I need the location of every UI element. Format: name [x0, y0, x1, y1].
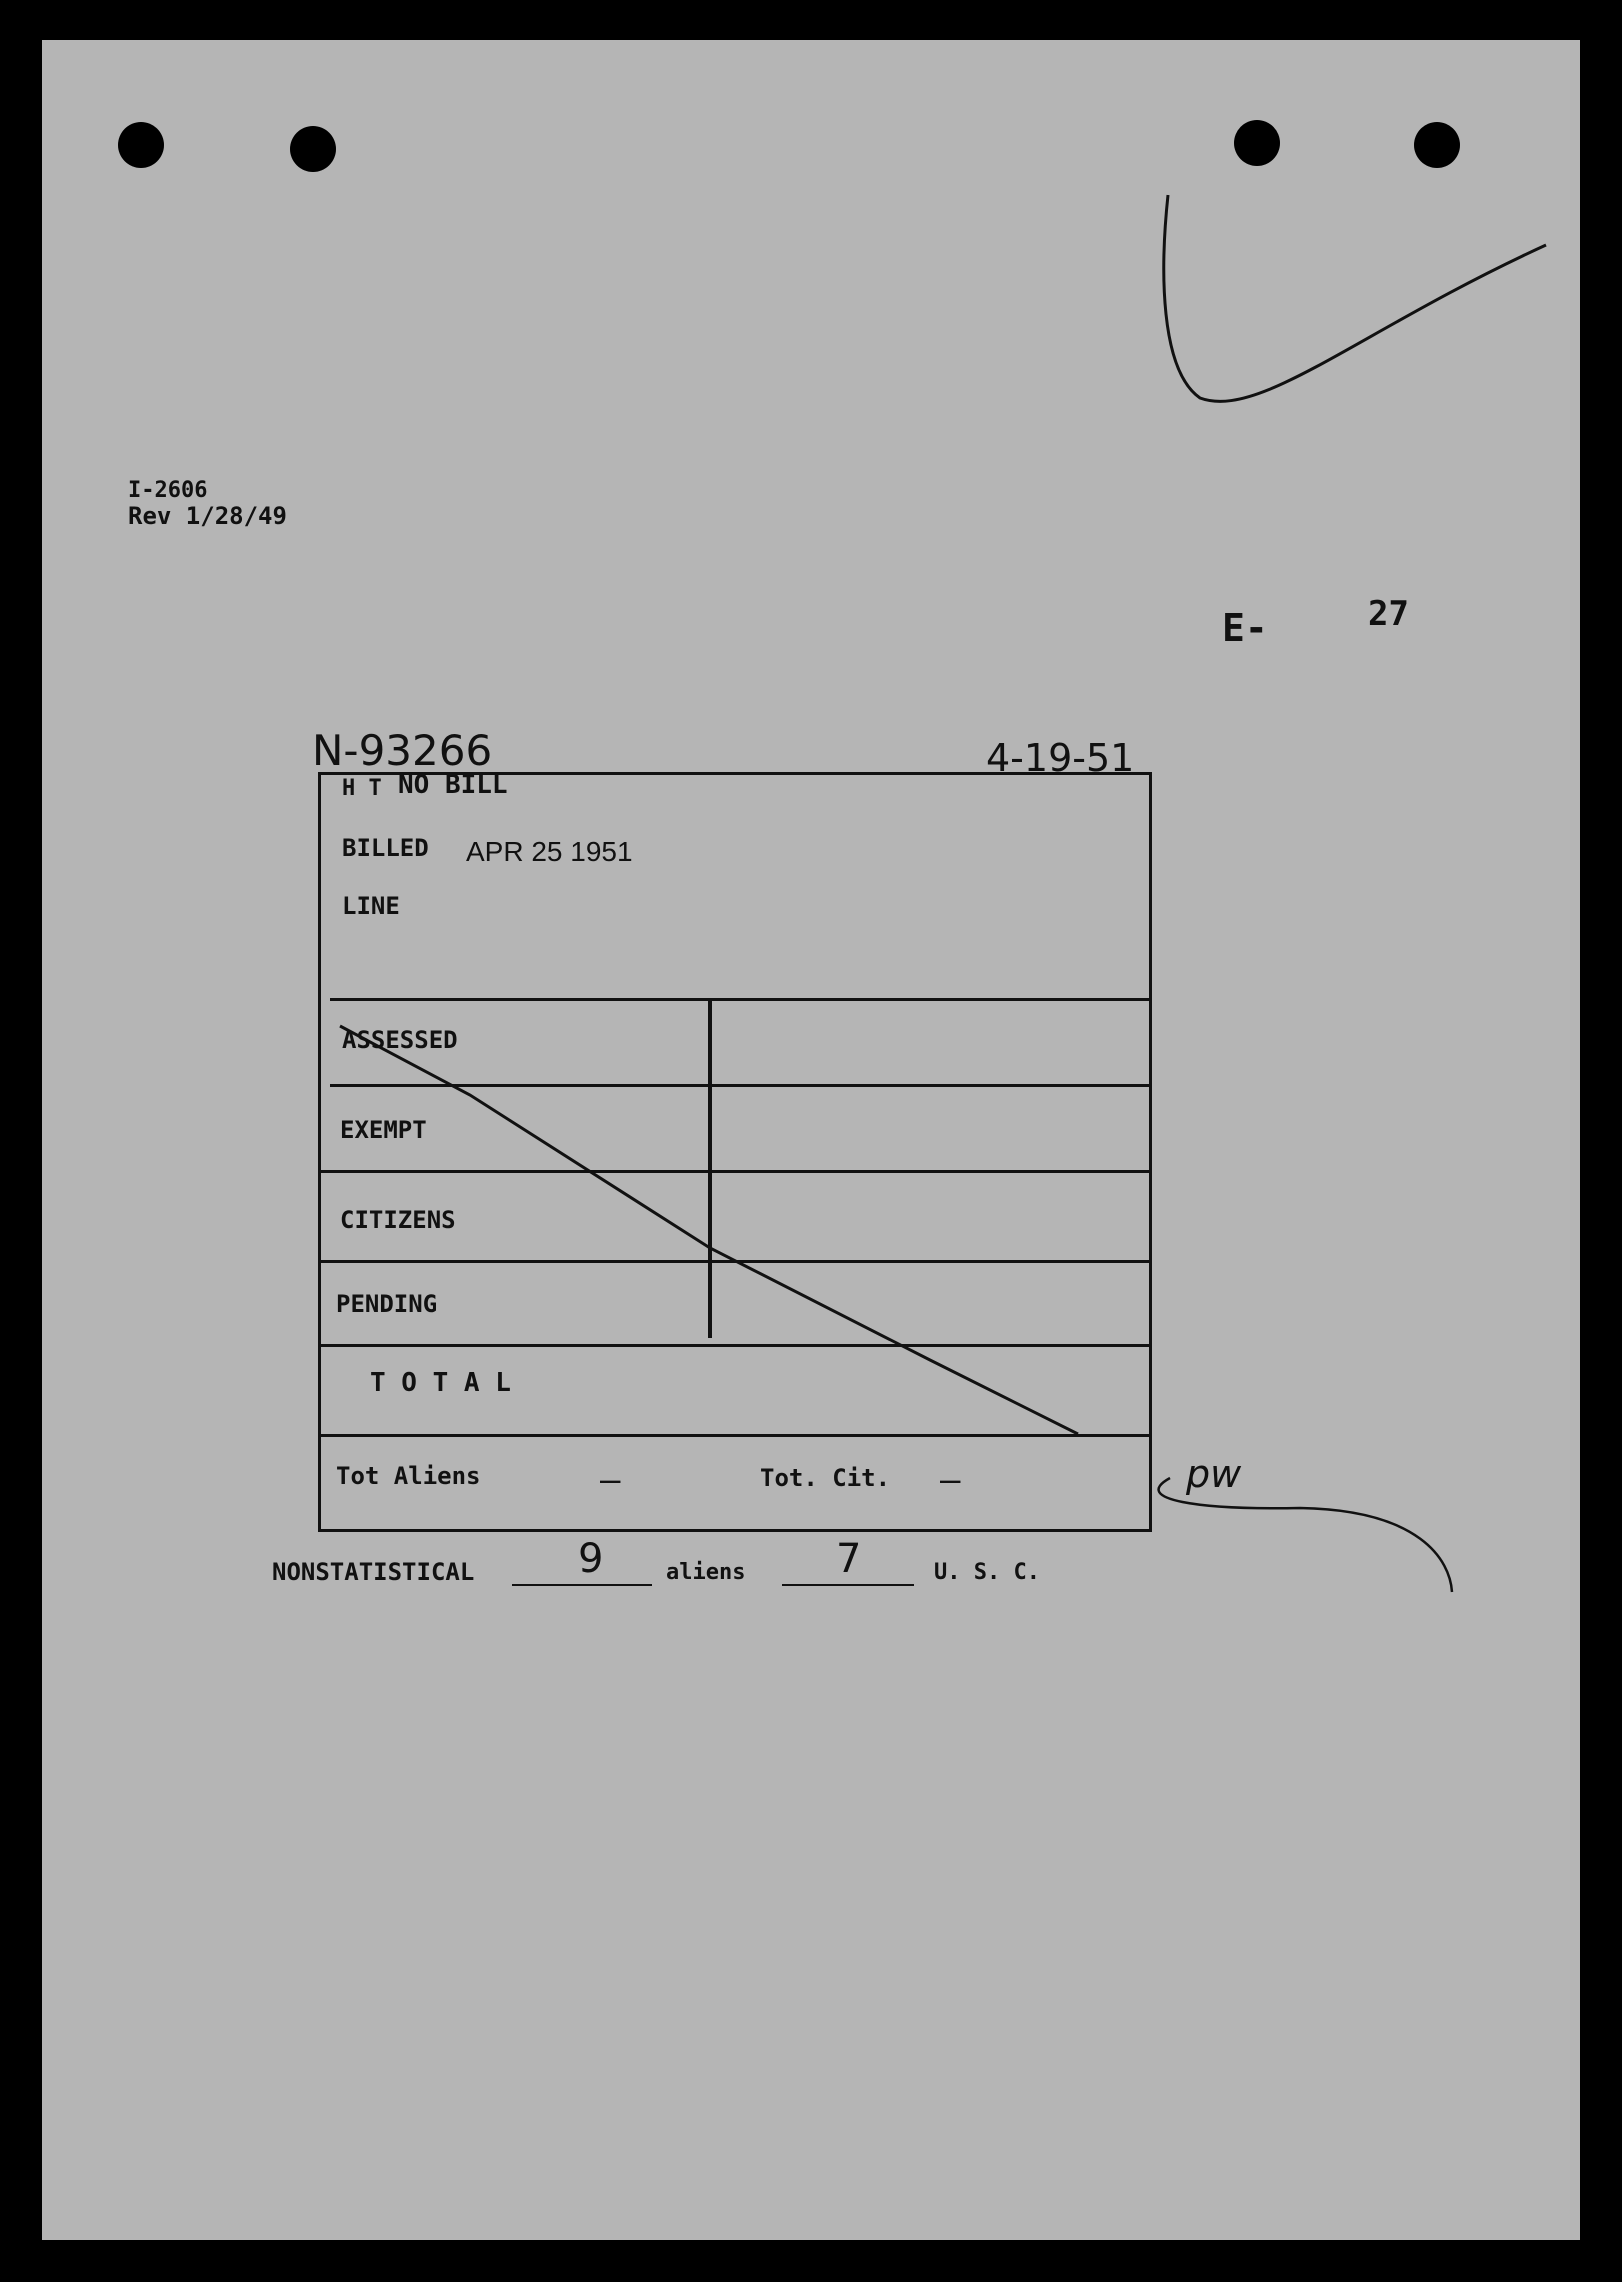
form-number: I-2606 [128, 478, 208, 503]
nonstatistical-label: NONSTATISTICAL [272, 1558, 475, 1586]
statistics-table [318, 772, 1152, 1532]
page-number-annotation: 27 [1368, 594, 1409, 634]
usc-label: U. S. C. [934, 1560, 1040, 1585]
row-label-assessed: ASSESSED [342, 1026, 458, 1054]
table-rule [330, 998, 1152, 1001]
column-divider [708, 998, 712, 1338]
no-bill-stamp: NO BILL [398, 770, 508, 800]
usc-count: 7 [836, 1536, 862, 1582]
punch-hole-left-1 [118, 122, 164, 168]
punch-hole-right-1 [1234, 120, 1280, 166]
tot-aliens-value: — [600, 1460, 621, 1500]
row-label-citizens: CITIZENS [340, 1206, 456, 1234]
initials-annotation: pw [1186, 1452, 1242, 1496]
tot-cit-value: — [940, 1460, 961, 1500]
punch-hole-right-2 [1414, 122, 1460, 168]
usc-count-underline [782, 1584, 914, 1586]
date-annotation: 4-19-51 [986, 736, 1135, 780]
table-rule [330, 1084, 1152, 1087]
row-label-pending: PENDING [336, 1290, 438, 1318]
billed-label: BILLED [342, 834, 429, 862]
code-annotation: E- [1222, 606, 1268, 650]
total-label: T O T A L [370, 1368, 511, 1398]
aliens-label: aliens [666, 1560, 746, 1585]
tot-aliens-label: Tot Aliens [336, 1462, 481, 1490]
tot-cit-label: Tot. Cit. [760, 1464, 891, 1492]
table-rule [318, 1170, 1152, 1173]
line-label: LINE [342, 892, 400, 920]
table-rule [318, 1344, 1152, 1347]
table-rule [318, 1434, 1152, 1437]
form-revision: Rev 1/28/49 [128, 502, 287, 530]
file-number-annotation: N-93266 [312, 726, 493, 775]
aliens-count: 9 [578, 1536, 604, 1582]
row-label-exempt: EXEMPT [340, 1116, 427, 1144]
header-prefix: H T [342, 776, 382, 801]
aliens-count-underline [512, 1584, 652, 1586]
billed-date-stamp: APR 25 1951 [466, 836, 633, 867]
table-rule [318, 1260, 1152, 1263]
punch-hole-left-2 [290, 126, 336, 172]
